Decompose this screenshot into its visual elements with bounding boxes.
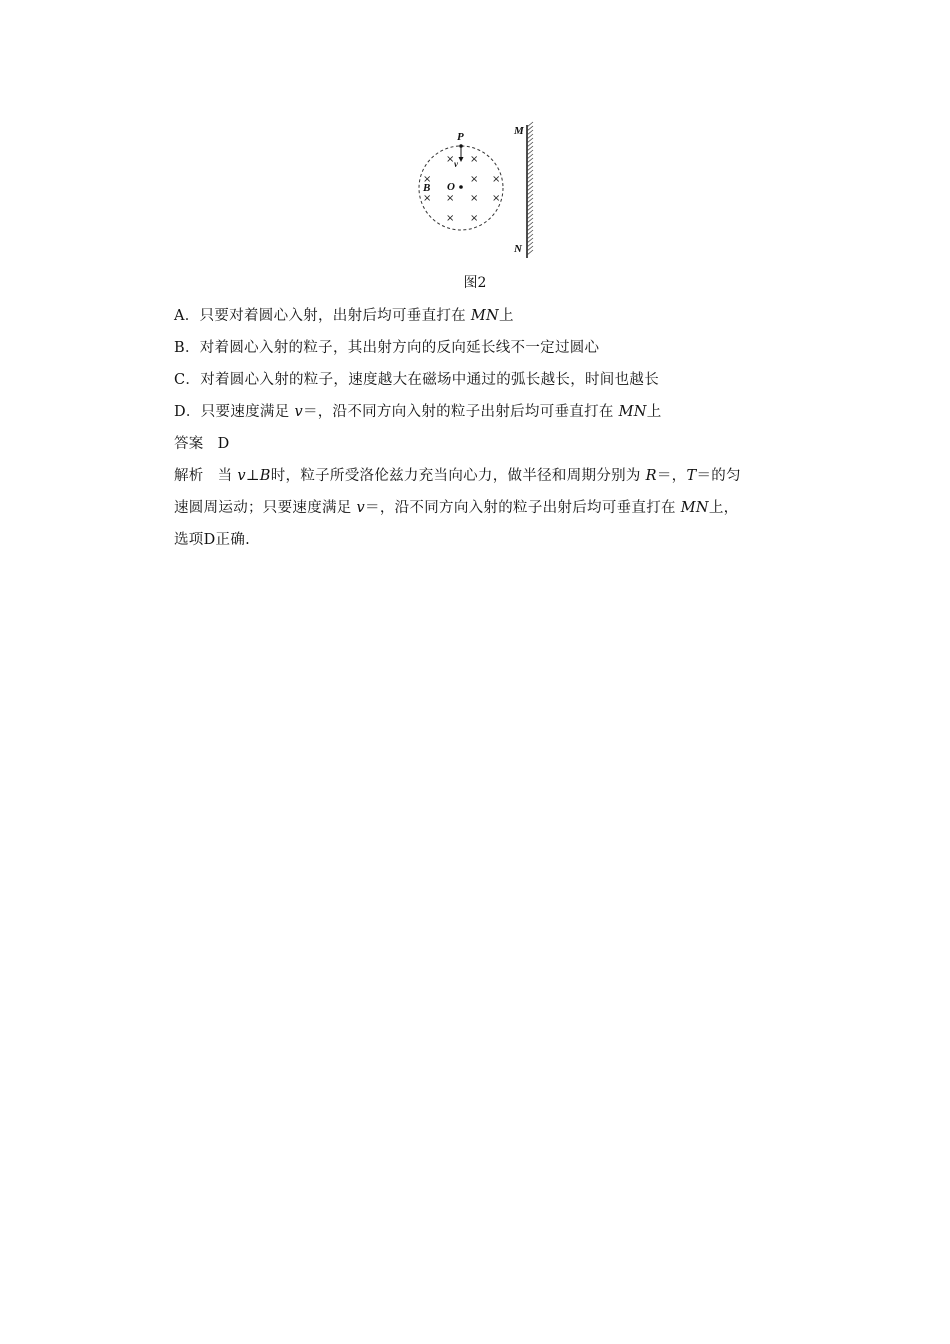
label-o: O: [447, 181, 455, 193]
analysis-var: MN: [680, 500, 709, 516]
option-a-text: A．只要对着圆心入射，出射后均可垂直打在: [174, 308, 471, 324]
option-d-var: v: [294, 404, 303, 420]
analysis-text: ⊥: [245, 468, 260, 484]
label-n: N: [514, 243, 522, 255]
option-b: B．对着圆心入射的粒子，其出射方向的反向延长线不一定过圆心: [174, 340, 600, 356]
velocity-arrowhead: [459, 157, 464, 162]
field-cross: ×: [470, 154, 479, 165]
label-p: P: [457, 131, 464, 143]
label-b: B: [423, 182, 431, 194]
analysis-text: ＝，沿不同方向入射的粒子出射后均可垂直打在: [365, 500, 681, 516]
option-d-text: D．只要速度满足: [174, 404, 295, 420]
analysis-var: v: [237, 468, 246, 484]
field-cross: ×: [423, 174, 432, 185]
field-cross: ×: [446, 213, 455, 224]
analysis-var: B: [259, 468, 271, 484]
field-cross: ×: [492, 174, 501, 185]
field-cross: ×: [470, 213, 479, 224]
magnetic-field-figure: [410, 120, 550, 265]
label-m: M: [514, 125, 524, 137]
analysis-line-3: 选项D正确.: [174, 532, 251, 548]
analysis-var: T: [686, 468, 697, 484]
screen-hatching: [527, 122, 533, 255]
analysis-text: ＝，: [656, 468, 687, 484]
field-cross: ×: [446, 154, 455, 165]
figure-caption: 图2: [463, 275, 487, 291]
analysis-text: 上，: [708, 500, 739, 516]
analysis-text: 当: [217, 468, 238, 484]
analysis-label: 解析: [174, 468, 204, 484]
option-a-suffix: 上: [499, 308, 514, 324]
answer-value: D: [217, 436, 230, 452]
field-cross: ×: [446, 193, 455, 204]
option-d-suffix: 上: [646, 404, 662, 420]
field-cross: ×: [423, 193, 432, 204]
field-cross: ×: [492, 193, 501, 204]
option-d: [174, 402, 662, 422]
label-v: v: [454, 159, 458, 169]
option-a-var: MN: [470, 308, 500, 324]
option-c: C．对着圆心入射的粒子，速度越大在磁场中通过的弧长越长，时间也越长: [174, 372, 659, 388]
analysis-text: 时，粒子所受洛伦兹力充当向心力，做半径和周期分别为: [270, 468, 646, 484]
option-a: [174, 306, 514, 326]
analysis-text: 速圆周运动；只要速度满足: [174, 500, 357, 516]
analysis-var: R: [645, 468, 657, 484]
field-cross: ×: [470, 193, 479, 204]
analysis-text: ＝的匀: [696, 468, 741, 484]
analysis-line-2: [174, 498, 738, 518]
answer-label: 答案: [174, 436, 204, 452]
option-d-var2: MN: [618, 404, 647, 420]
field-cross: ×: [470, 174, 479, 185]
option-d-mid: ＝，沿不同方向入射的粒子出射后均可垂直打在: [302, 404, 619, 420]
figure-svg: [410, 120, 550, 265]
answer-line: [174, 434, 230, 454]
analysis-var: v: [356, 500, 366, 516]
center-o-dot: [459, 185, 463, 189]
analysis-line-1: [174, 466, 741, 486]
